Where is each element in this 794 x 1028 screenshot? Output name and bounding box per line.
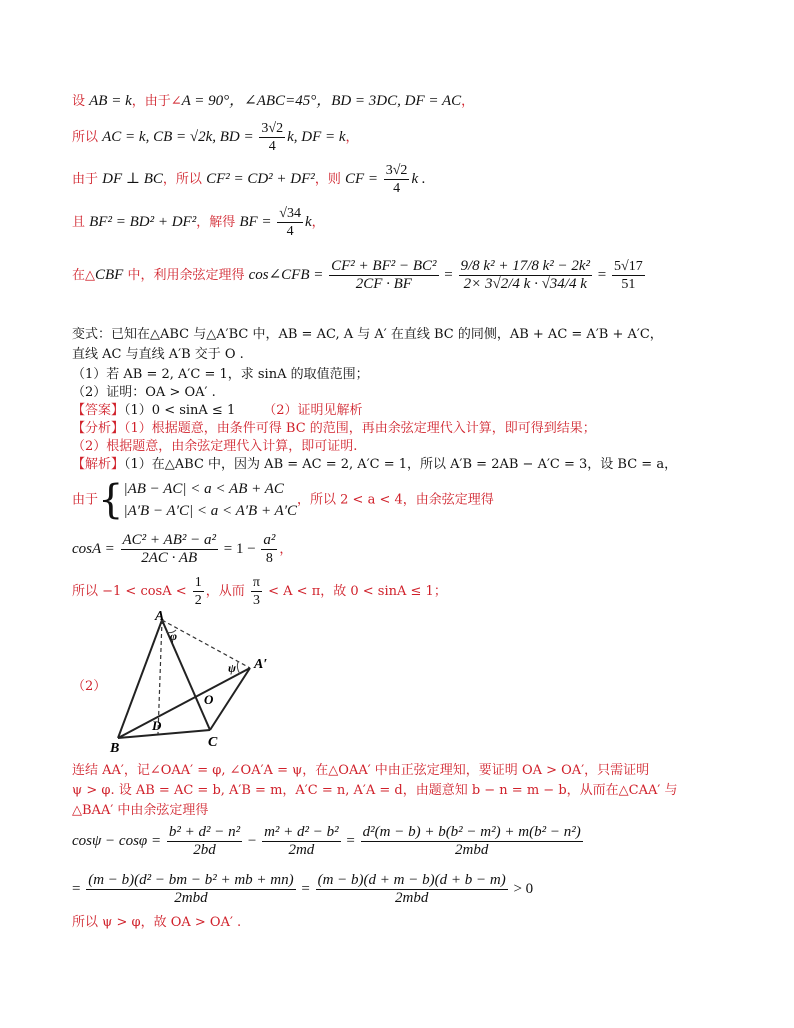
fraction: $\frac{(m - b)(d + m - b)(d + b - m)}{\text{2mbd}}$ (317, 872, 506, 906)
point-d: D (152, 718, 162, 733)
solution-line-4 (72, 574, 447, 609)
fraction: $\frac{\text{(m − b)(d² − bm − b² + mb + mn)}}{\text{2mbd}}$ (88, 872, 294, 906)
answer-line (72, 402, 363, 420)
equals: = (72, 881, 85, 897)
angle-psi-arc (237, 662, 240, 674)
math: k (304, 214, 312, 230)
text-red: ， (345, 130, 359, 145)
equals: = (440, 267, 457, 283)
text-red: ， (279, 542, 293, 557)
text-red: 所以 −1 < cosA < (72, 584, 191, 599)
math: BF² = BD² + DF² (89, 214, 197, 230)
fraction: $\frac{1}{2}$ (194, 575, 202, 608)
fraction: $\frac{\text{CF² + BF² − BC²}}{2CF \cdot BF}$ (331, 258, 437, 292)
math: CF² = CD² + DF² (206, 171, 315, 187)
equals: = (342, 833, 359, 849)
proof-line-5 (72, 872, 533, 907)
solution-line-2 (72, 478, 494, 522)
fraction: $\frac{\pi}{3}$ (252, 575, 260, 608)
label-phi: φ (170, 629, 178, 643)
proof-conclusion: 所以 ψ > φ，故 OA > OA′ . (72, 915, 242, 930)
text-red: ，所以 (162, 172, 207, 187)
fraction: $\frac{3√2}{4}$ (261, 121, 284, 154)
fraction: $\frac{√34}{4}$ (279, 206, 301, 239)
equals: = (594, 267, 611, 283)
point-c: C (208, 735, 218, 750)
math: AC = k, CB = √2k, BD = (102, 129, 258, 145)
math: A = 90°，∠ABC=45°，BD = 3DC, DF = AC (181, 93, 462, 109)
analysis-tag: 【分析】 (72, 421, 125, 436)
text-red: 且 (72, 215, 90, 230)
geometry-figure (100, 606, 290, 754)
math: CF = (344, 171, 382, 187)
text-red: ，则 (314, 172, 345, 187)
variant-q1: （1）若 AB = 2, A′C = 1，求 sinA 的取值范围； (72, 367, 369, 382)
math: BF = (239, 214, 276, 230)
answer-1: （1）0 < sinA ≤ 1 (124, 403, 236, 418)
proof-line-3: △BAA′ 中由余弦定理得 (72, 803, 209, 818)
text-red: ，解得 (196, 215, 240, 230)
line-setup (72, 92, 474, 111)
proof-line-2: ψ > φ. 设 AB = AC = b, A′B = m，A′C = n, A′A = d，由题意知 b − n = m − b，从而在△CAA′ 与 (72, 783, 678, 798)
variant-q2: （2）证明：OA > OA′ . (72, 385, 216, 400)
math: cosA = (72, 541, 119, 557)
point-o: O (204, 692, 214, 707)
minus: − (244, 833, 261, 849)
fraction: $\frac{3√2}{4}$ (385, 163, 408, 196)
proof-line-4 (72, 824, 585, 859)
fraction: $\frac{\text{AC² + AB² − a²}}{2AC \cdot AB}$ (122, 532, 216, 566)
solution-line-3 (72, 532, 292, 567)
answer-tag: 【答案】 (72, 403, 125, 418)
point-a: A (155, 609, 165, 624)
text-red: 中，利用余弦定理得 (123, 268, 249, 283)
equals: = (297, 881, 314, 897)
greater-than-zero: > 0 (509, 881, 534, 897)
text-red: < A < π，故 0 < sinA ≤ 1； (264, 584, 447, 599)
point-b: B (110, 741, 120, 754)
label-psi: ψ (228, 661, 237, 675)
text-red: ，所以 2 < a < 4，由余弦定理得 (297, 492, 494, 508)
analysis-line-1 (72, 420, 596, 438)
text-red: 由于 (72, 172, 103, 187)
solution-line-1 (72, 456, 677, 474)
line-cf (72, 162, 426, 197)
variant-line-1: 变式：已知在△ABC 与△A′BC 中，AB = AC, A 与 A′ 在直线 BC 的同侧，AB + AC = A′B + A′C， (72, 327, 663, 342)
segment-ba2 (118, 668, 250, 738)
brace-icon: { (98, 477, 124, 523)
math: = 1 − (219, 541, 260, 557)
segment-ca2 (210, 668, 250, 730)
fraction: $\frac{\text{m² + d² − b²}}{2md}$ (264, 824, 339, 858)
math: CBF (95, 267, 124, 283)
segment-aa2-dashed (162, 620, 250, 668)
text-red: ， (461, 94, 475, 109)
fraction: $\frac{\text{a²}}{8}$ (263, 532, 276, 566)
math: cos∠CFB = (248, 267, 328, 283)
line-cosine-cfb (72, 258, 647, 293)
figure-label: （2） (72, 679, 107, 694)
point-a-prime: A′ (254, 657, 268, 672)
variant-line-2: 直线 AC 与直线 A′B 交于 O . (72, 347, 244, 362)
text-red: 所以 (72, 130, 103, 145)
proof-line-1: 连结 AA′，记∠OAA′ = φ, ∠OA′A = ψ，在△OAA′ 中由正弦定理知，要证明 OA > OA′，只需证明 (72, 763, 650, 778)
text-red: ，从而 (205, 584, 249, 599)
inequality-system: |AB − AC| < a < AB + AC |A′B − A′C| < a < A′B + A′C (123, 481, 298, 519)
text-red: ， (311, 215, 325, 230)
math: AB = k (89, 93, 132, 109)
math: DF ⊥ BC (102, 171, 163, 187)
fraction: $\frac{5√17}{51}$ (614, 259, 643, 292)
analysis-1: （1）根据题意，由条件可得 BC 的范围，再由余弦定理代入计算，即可得到结果； (124, 421, 596, 436)
text-red: 由于 (72, 492, 99, 508)
math: k, DF = k (287, 129, 346, 145)
solution-1: （1）在△ABC 中，因为 AB = AC = 2, A′C = 1，所以 A′B = 2AB − A′C = 3，设 BC = a， (124, 457, 678, 472)
solution-tag: 【解析】 (72, 457, 125, 472)
fraction: $\frac{\text{b² + d² − n²}}{2bd}$ (168, 824, 241, 858)
math: k . (411, 171, 426, 187)
line-lengths (72, 120, 359, 155)
answer-2: （2）证明见解析 (263, 403, 363, 418)
fraction: $\frac{\text{d²(m − b) + b(b² − m²) + m(b² − n²)}}{\text{2mbd}}$ (362, 824, 581, 858)
math: cosψ − cosφ = (72, 833, 165, 849)
fraction: $\frac{\text{9/8 k² + 17/8 k² − 2k²}}{2\times 3√2/4 k \cdot √34/4 k}$ (460, 258, 591, 292)
text-red: ，由于∠ (131, 94, 182, 109)
analysis-line-2: （2）根据题意，由余弦定理代入计算，即可证明. (72, 439, 358, 454)
text-red: 在△ (72, 268, 95, 283)
line-bf (72, 205, 325, 240)
text-red: 设 (72, 94, 90, 109)
